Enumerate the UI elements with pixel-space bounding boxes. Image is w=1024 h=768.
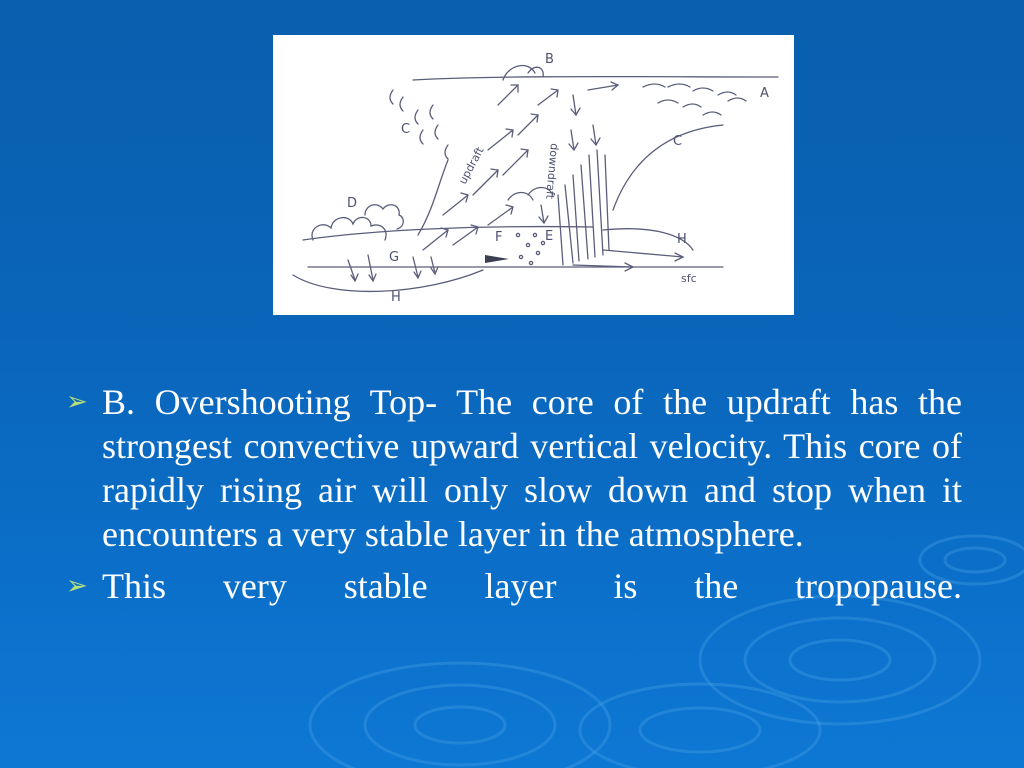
gust-front-marker	[485, 255, 509, 263]
label-g: G	[389, 250, 400, 265]
label-h-right: H	[677, 232, 687, 247]
label-b: B	[545, 52, 554, 67]
bullet-item-tropopause	[66, 564, 962, 608]
label-a: A	[760, 86, 769, 101]
bullet-text: This very stable layer is the tropopause.	[102, 566, 962, 606]
bullet-list	[66, 380, 962, 616]
label-h-bottom: H	[391, 290, 401, 305]
label-c-left: C	[401, 122, 411, 137]
arrow-bullet-icon: ➢	[66, 387, 88, 416]
bullet-text: B. Overshooting Top- The core of the updraft has the strongest convective upward vertical velocity. This core of rapidly rising air will only slow down and stop when it encounters a very stable layer in the atmosphere.	[102, 382, 962, 554]
sketch-drawing	[273, 35, 794, 315]
label-d: D	[347, 196, 358, 211]
thunderstorm-sketch	[273, 35, 794, 315]
label-e: E	[545, 229, 554, 244]
label-f: F	[495, 230, 503, 245]
label-downdraft: downdraft	[543, 142, 561, 200]
label-sfc: sfc	[681, 272, 697, 285]
label-updraft: updraft	[456, 144, 487, 187]
label-c-right: C	[673, 134, 683, 149]
arrow-bullet-icon: ➢	[66, 571, 88, 600]
bullet-item-overshooting-top	[66, 380, 962, 556]
